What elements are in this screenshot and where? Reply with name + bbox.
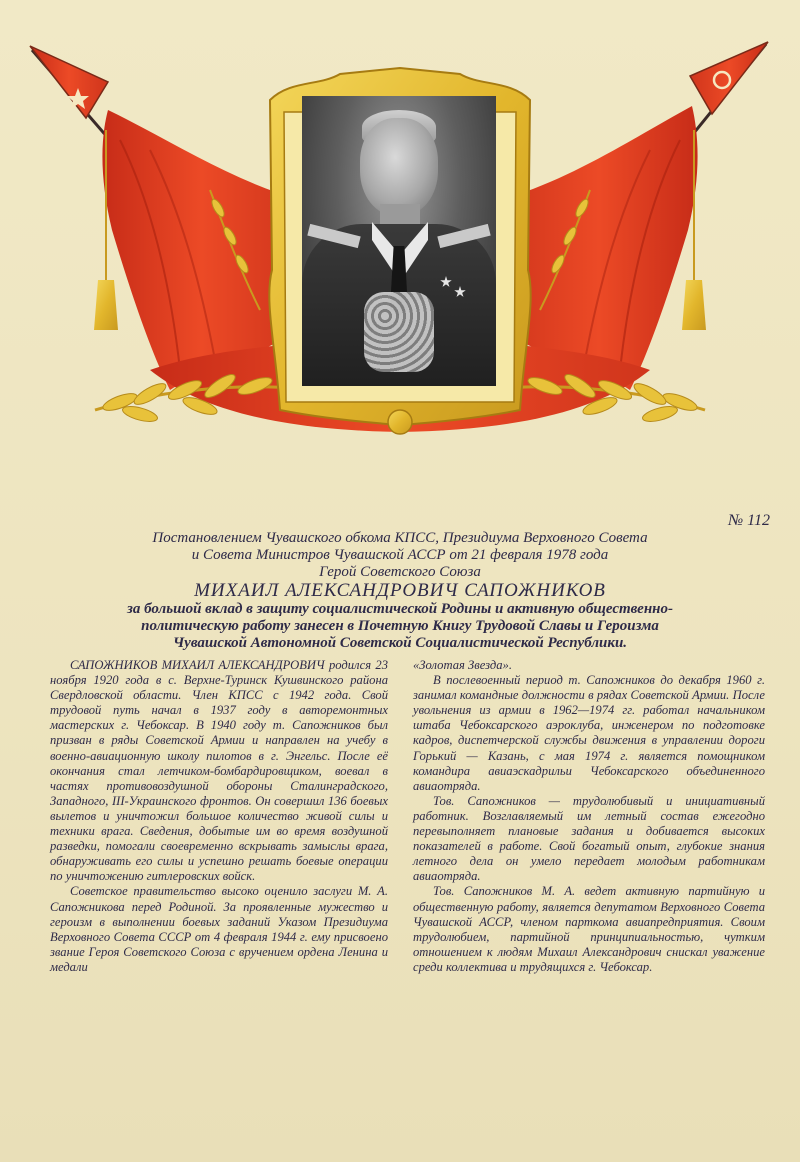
biography-paragraph: Советское правительство высоко оценило заслуги М. А. Сапожникова перед Родиной. За проявленные мужество и героизм в выполнении боевых заданий Указом Президиума Верховного Совета СССР от 4 февраля 1944 г. ему присвоено звание Героя Советского Союза с вручением ордена Ленина и медали (50, 884, 388, 974)
decree-header (40, 530, 760, 652)
header-line-7: Чувашской Автономной Советской Социалистической Республики. (172, 635, 628, 651)
record-number: № 112 (728, 512, 770, 529)
portrait-face (360, 118, 438, 216)
header-line-2: и Совета Министров Чувашской АССР от 21 февраля 1978 года (191, 547, 609, 563)
header-line-3: Герой Советского Союза (319, 564, 481, 580)
header-line-6: политическую работу занесен в Почетную Книгу Трудовой Славы и Героизма (141, 618, 659, 634)
biography-paragraph: «Золотая Звезда». (413, 658, 512, 672)
medals (364, 292, 434, 372)
hero-name: МИХАИЛ АЛЕКСАНДРОВИЧ САПОЖНИКОВ (194, 580, 606, 601)
biography-paragraph: Тов. Сапожников М. А. ведет активную партийную и общественную работу, является депутатом Верховного Совета Чувашской АССР, членом парткома авиапредприятия. Своим трудолюбием, партийной принципиальностью, чутким отношением к людям Михаил Александрович снискал уважение среди коллектива и трудящихся г. Чебоксар. (413, 884, 765, 974)
biography-right-column (413, 658, 765, 975)
biography-paragraph: Тов. Сапожников — трудолюбивый и инициативный работник. Возглавляемый им летный состав ежегодно перевыполняет плановые задания и добивается высоких показателей в работе. Свой богатый опыт, глубокие знания летного дела он умело передает молодым работникам авиаотряда. (413, 793, 765, 884)
biography-paragraph: САПОЖНИКОВ МИХАИЛ АЛЕКСАНДРОВИЧ родился 23 ноября 1920 года в с. Верхне-Туринск Кушвинского района Свердловской области. Член КПСС с 1942 года. Свой трудовой путь начал в 1937 году в авторемонтных мастерских г. Чебоксар. В 1940 году т. Сапожников был призван в ряды Советской Армии и направлен на учебу в военно-авиационную школу пилотов в г. Энгельс. После её окончания стал летчиком-бомбардировщиком, воевал в частях противовоздушной обороны Сталинградского, Западного, III-Украинского фронтов. Он совершил 136 боевых вылетов и уничтожил большое количество живой силы и техники врага. Сведения, добытые им во время воздушной разведки, помогали своевременно вскрывать замыслы врага, обнаруживать его силы и успешно решать боевые операции по уничтожению гитлеровских войск. (50, 658, 388, 884)
biography-paragraph: В послевоенный период т. Сапожников до декабря 1960 г. занимал командные должности в рядах Советской Армии. После увольнения из армии в 1962—1974 гг. работал начальником штаба Чебоксарского аэроклуба, инженером по подготовке кадров, диспетчерской службы движения в управлении дороги Горький — Казань, с мая 1974 г. является помощником командира авиаэскадрильи Чебоксарского объединенного авиаотряда. (413, 673, 765, 793)
header-line-5: за большой вклад в защиту социалистической Родины и активную общественно- (127, 601, 673, 617)
portrait-photo (302, 96, 496, 386)
biography-left-column (50, 658, 388, 975)
left-spear-tip (30, 46, 108, 118)
header-line-1: Постановлением Чувашского обкома КПСС, Президиума Верховного Совета (152, 530, 648, 546)
